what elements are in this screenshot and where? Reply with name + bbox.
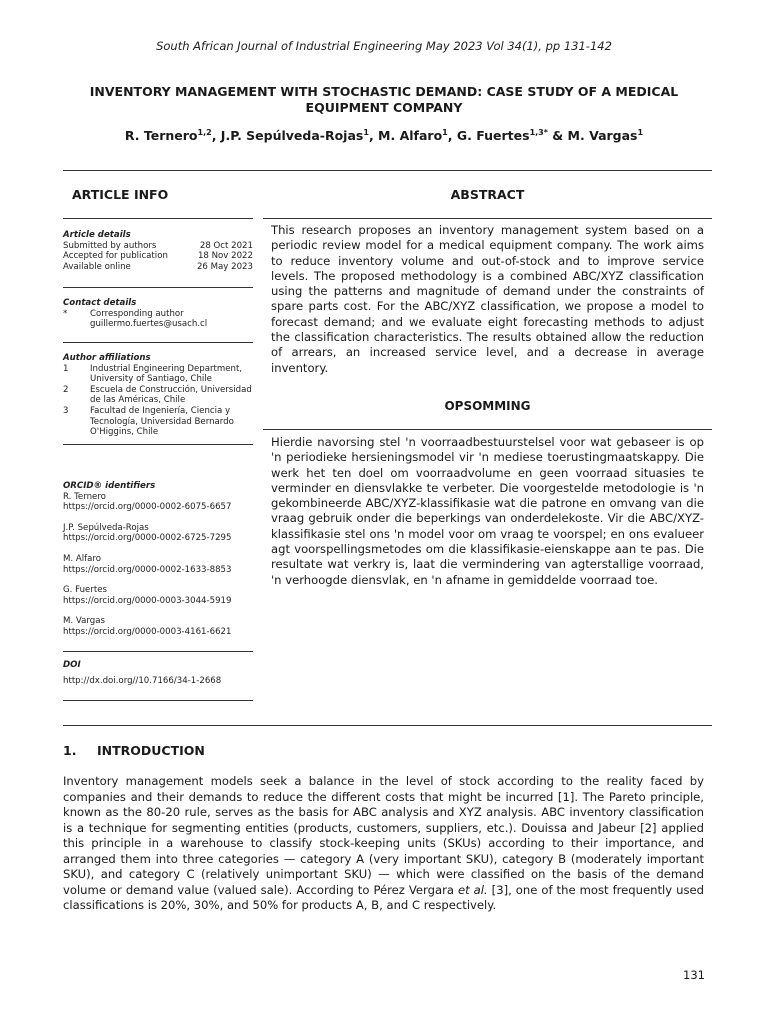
contact-details-label: Contact details bbox=[63, 298, 137, 308]
orcid-name: M. Vargas bbox=[63, 616, 105, 627]
asterisk-bullet: * bbox=[63, 308, 68, 319]
article-details-label: Article details bbox=[63, 230, 131, 240]
opsomming-heading: OPSOMMING bbox=[444, 399, 531, 413]
affiliation-item: 3 Facultad de Ingeniería, Ciencia y Tecnología, Universidad Bernardo O'Higgins, Chile bbox=[63, 405, 234, 438]
divider-details bbox=[63, 287, 253, 288]
opsomming-text: Hierdie navorsing stel 'n voorraadbestuurstelsel voor wat gebaseer is op 'n periodieke hersieningsmodel vir 'n mediese toerustingmaatskappy. Die werk het ten doel om voorraadvolume en geen voorraad situasies te verminder en diensvlakke te verbeter. Die voorgestelde metodologie is 'n gekombineerde ABC/XYZ-klassifikasie wat die patrone en omvang van die vraag gebruik onder die beperkings van onderdelekoste. Vir die ABC/XYZ-klassifikasie stel ons 'n model voor om vraag te voorspel; en ons evalueer agt voorspellingsmetodes om die klassifikasie-eienskappe aan te pas. Die resultate wat verkry is, laat die vermindering van agterstallige voorraad, 'n verhoogde diensvlak, en 'n afname in gemiddelde voorraad toe. bbox=[271, 435, 704, 587]
divider-abstract bbox=[263, 218, 712, 219]
detail-row: Accepted for publication 18 Nov 2022 bbox=[63, 251, 253, 262]
orcid-label: ORCID® identifiers bbox=[63, 481, 156, 491]
orcid-identifiers bbox=[63, 481, 253, 638]
contact-email[interactable]: guillermo.fuertes@usach.cl bbox=[90, 319, 208, 330]
author-4: G. Fuertes$^{1,3*}$ & bbox=[456, 128, 568, 144]
orcid-name: M. Alfaro bbox=[63, 553, 102, 564]
orcid-name: J.P. Sepúlveda-Rojas bbox=[63, 522, 149, 533]
orcid-link[interactable]: https://orcid.org/0000-0003-4161-6621 bbox=[63, 626, 232, 637]
abstract-text: This research proposes an inventory management system based on a periodic review model for a medical equipment company. The work aims to reduce inventory volume and out-of-stock and to improve service levels. The proposed methodology is a combined ABC/XYZ classification using the patterns and magnitude of demand under the constraints of spare parts cost. For the ABC/XYZ classification, we propose a model to forecast demand; and we evaluate eight forecasting methods to adjust the classification characteristics. The results obtained allow the reduction of arrears, an increased service level, and a decrease in average inventory. bbox=[271, 223, 704, 375]
author-2: J.P. Sepúlveda-Rojas$^1$, bbox=[220, 128, 379, 144]
section-number: 1. bbox=[63, 743, 77, 758]
orcid-name: G. Fuertes bbox=[63, 585, 107, 596]
paper-title: INVENTORY MANAGEMENT WITH STOCHASTIC DEMAND: CASE STUDY OF A MEDICAL EQUIPMENT COMPANY bbox=[89, 84, 679, 115]
orcid-link[interactable]: https://orcid.org/0000-0003-3044-5919 bbox=[63, 595, 232, 606]
contact-details: Contact details * Corresponding author guillermo.fuertes@usach.cl bbox=[63, 298, 253, 330]
journal-header: South African Journal of Industrial Engineering May 2023 Vol 34(1), pp 131-142 bbox=[156, 39, 612, 53]
affiliation-item: 1 Industrial Engineering Department, University of Santiago, Chile bbox=[63, 363, 243, 385]
orcid-link[interactable]: https://orcid.org/0000-0002-1633-8853 bbox=[63, 564, 232, 575]
orcid-name: R. Ternero bbox=[63, 491, 106, 502]
author-3: M. Alfaro$^1$, bbox=[378, 128, 457, 144]
author-5: M. Vargas$^1$ bbox=[567, 128, 644, 144]
section-title: INTRODUCTION bbox=[97, 743, 205, 758]
abstract-heading: ABSTRACT bbox=[450, 187, 525, 202]
detail-row: Submitted by authors 28 Oct 2021 bbox=[63, 240, 253, 251]
divider-affiliations bbox=[63, 444, 253, 445]
divider-bottom bbox=[63, 725, 712, 726]
affiliation-item: 2 Escuela de Construcción, Universidad de las Américas, Chile bbox=[63, 384, 252, 406]
orcid-link[interactable]: https://orcid.org/0000-0002-6075-6657 bbox=[63, 502, 232, 513]
page-number: 131 bbox=[683, 968, 705, 982]
divider-orcid bbox=[63, 651, 253, 652]
divider-info bbox=[63, 218, 253, 219]
introduction-paragraph: Inventory management models seek a balance in the level of stock according to the reality faced by companies and their demands to reduce the different costs that might be incurred [1]. The Pareto principle, known as the 80-20 rule, serves as the basis for ABC analysis and XYZ analysis. ABC inventory classification is a technique for segmenting entities (products, customers, suppliers, etc.). Douissa and Jabeur [2] applied this principle in a warehouse to classify stock-keeping units (SKUs) according to their importance, and arranged them into three categories — category A (very important SKU), category B (moderately important SKU), and category C (relatively unimportant SKU) — which were classified on the basis of the demand volume or demand value (valued sale). According to Pérez Vergara et al. [3], one of the most frequently used classifications is 20%, 30%, and 50% for products A, B, and C respectively. bbox=[63, 774, 705, 912]
orcid-link[interactable]: https://orcid.org/0000-0002-6725-7295 bbox=[63, 533, 232, 544]
author-list bbox=[0, 128, 768, 143]
article-details bbox=[63, 230, 253, 272]
detail-row: Available online 26 May 2023 bbox=[63, 261, 253, 272]
divider-top bbox=[63, 170, 712, 171]
divider-opsomming bbox=[263, 429, 712, 430]
author-1: R. Ternero$^{1,2}$, bbox=[124, 128, 221, 144]
divider-doi bbox=[63, 700, 253, 701]
affiliations-label: Author affiliations bbox=[63, 353, 151, 363]
doi-section bbox=[63, 660, 253, 686]
section-heading-introduction bbox=[63, 743, 205, 758]
doi-link[interactable]: http://dx.doi.org//10.7166/34-1-2668 bbox=[63, 675, 222, 686]
doi-label: DOI bbox=[63, 660, 81, 670]
article-info-heading: ARTICLE INFO bbox=[72, 187, 169, 202]
author-affiliations bbox=[63, 353, 253, 438]
divider-contact bbox=[63, 342, 253, 343]
